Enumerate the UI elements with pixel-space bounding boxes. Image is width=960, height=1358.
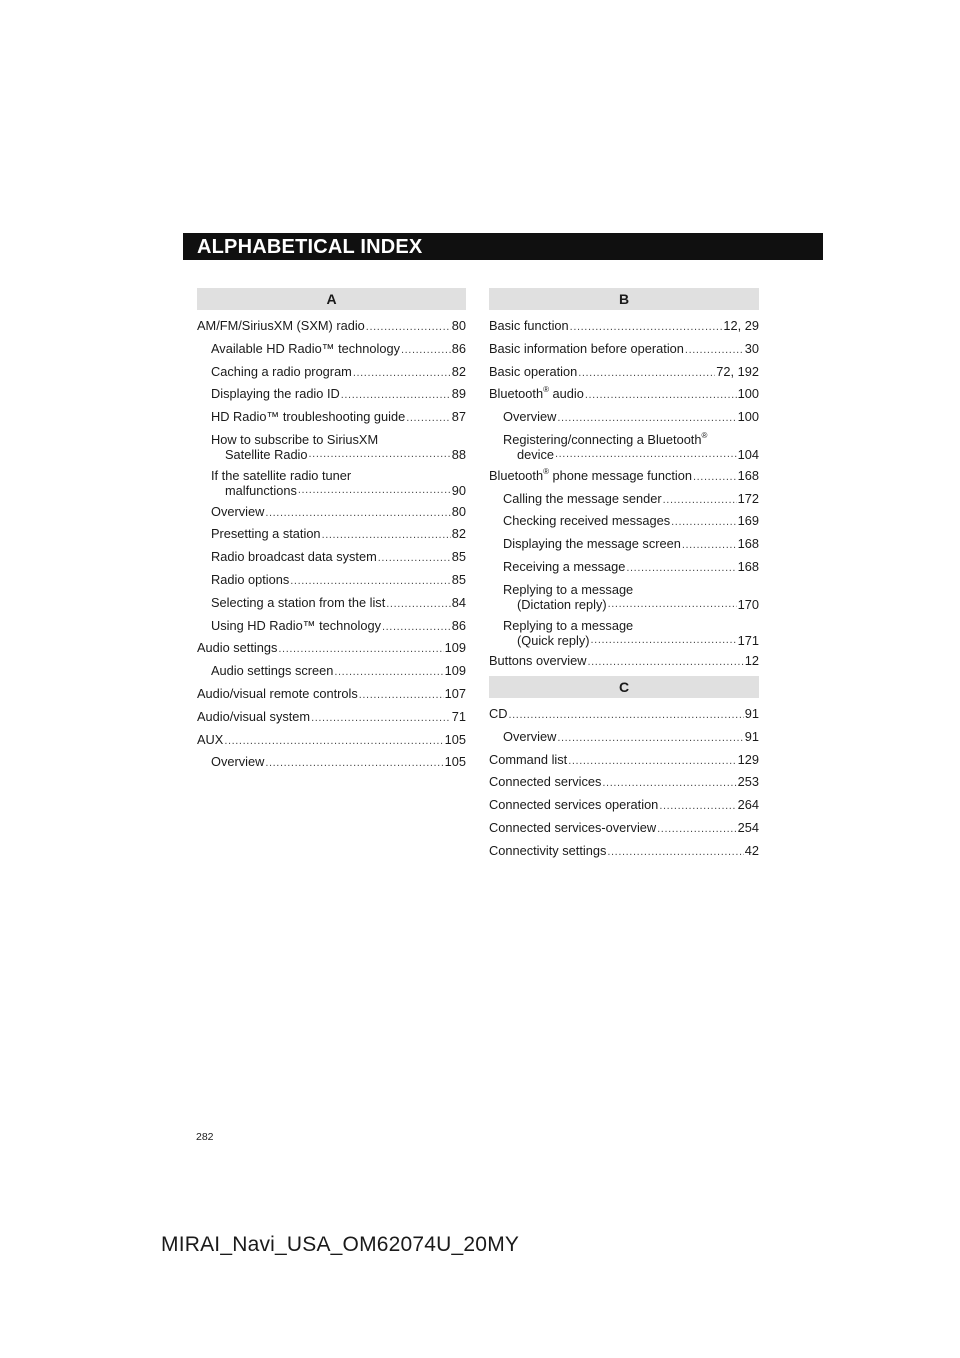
index-entry[interactable]: AUX ..... 105 xyxy=(197,732,466,749)
index-entry[interactable]: Audio/visual remote controls ..... 107 xyxy=(197,686,466,703)
index-subentry[interactable]: Registering/connecting a Bluetooth® device ..... 104 xyxy=(489,432,759,462)
index-subentry[interactable]: Overview ..... 91 xyxy=(489,729,759,746)
index-subentry[interactable]: Presetting a station ..... 82 xyxy=(197,526,466,543)
index-entry[interactable]: Bluetooth® audio ..... 100 xyxy=(489,386,759,403)
index-subentry[interactable]: Overview ..... 80 xyxy=(197,504,466,521)
page-title: ALPHABETICAL INDEX xyxy=(197,236,423,258)
index-entry[interactable]: Command list ..... 129 xyxy=(489,752,759,769)
index-entry[interactable]: Basic information before operation ..... 30 xyxy=(489,341,759,358)
index-column-right-b xyxy=(489,318,759,676)
index-column-right-c xyxy=(489,706,759,866)
index-subentry[interactable]: Displaying the message screen ..... 168 xyxy=(489,536,759,553)
section-letter-b: B xyxy=(618,291,630,307)
index-subentry[interactable]: Audio settings screen ..... 109 xyxy=(197,663,466,680)
section-header-a xyxy=(197,288,466,310)
index-entry[interactable]: Connected services ..... 253 xyxy=(489,774,759,791)
index-entry[interactable]: Audio settings ..... 109 xyxy=(197,640,466,657)
index-subentry[interactable]: Selecting a station from the list ..... 84 xyxy=(197,595,466,612)
index-subentry[interactable]: Radio options ..... 85 xyxy=(197,572,466,589)
page-number: 282 xyxy=(196,1131,214,1143)
index-subentry[interactable]: Overview ..... 105 xyxy=(197,754,466,771)
index-entry[interactable]: Connected services operation ..... 264 xyxy=(489,797,759,814)
index-subentry[interactable]: Replying to a message (Dictation reply) ..... 170 xyxy=(489,582,759,612)
index-entry[interactable]: AM/FM/SiriusXM (SXM) radio ..... 80 xyxy=(197,318,466,335)
index-entry[interactable]: Audio/visual system ..... 71 xyxy=(197,709,466,726)
index-entry[interactable]: Basic function ..... 12, 29 xyxy=(489,318,759,335)
index-subentry[interactable]: Radio broadcast data system ..... 85 xyxy=(197,549,466,566)
index-subentry[interactable]: HD Radio™ troubleshooting guide ..... 87 xyxy=(197,409,466,426)
index-entry[interactable]: Basic operation ..... 72, 192 xyxy=(489,364,759,381)
index-subentry[interactable]: Checking received messages ..... 169 xyxy=(489,513,759,530)
index-subentry[interactable]: Calling the message sender ..... 172 xyxy=(489,491,759,508)
index-entry[interactable]: Buttons overview ..... 12 xyxy=(489,653,759,670)
index-subentry[interactable]: Using HD Radio™ technology ..... 86 xyxy=(197,618,466,635)
section-letter-a: A xyxy=(326,291,337,307)
section-letter-c: C xyxy=(618,679,630,695)
index-entry[interactable]: Connectivity settings ..... 42 xyxy=(489,843,759,860)
header-bar xyxy=(183,233,823,260)
index-subentry[interactable]: Overview ..... 100 xyxy=(489,409,759,426)
index-entry[interactable]: Bluetooth® phone message function ..... 168 xyxy=(489,468,759,485)
index-subentry[interactable]: Available HD Radio™ technology ..... 86 xyxy=(197,341,466,358)
index-subentry[interactable]: Replying to a message (Quick reply) ..... 171 xyxy=(489,618,759,648)
index-subentry[interactable]: If the satellite radio tuner malfunctions ..... 90 xyxy=(197,468,466,498)
index-subentry[interactable]: Displaying the radio ID ..... 89 xyxy=(197,386,466,403)
index-subentry[interactable]: Receiving a message ..... 168 xyxy=(489,559,759,576)
index-column-left xyxy=(197,318,466,777)
index-subentry[interactable]: How to subscribe to SiriusXM Satellite Radio ..... 88 xyxy=(197,432,466,462)
section-header-b xyxy=(489,288,759,310)
index-subentry[interactable]: Caching a radio program ..... 82 xyxy=(197,364,466,381)
index-entry[interactable]: CD ..... 91 xyxy=(489,706,759,723)
section-header-c xyxy=(489,676,759,698)
index-entry[interactable]: Connected services-overview ..... 254 xyxy=(489,820,759,837)
footer-document-code: MIRAI_Navi_USA_OM62074U_20MY xyxy=(161,1233,520,1256)
